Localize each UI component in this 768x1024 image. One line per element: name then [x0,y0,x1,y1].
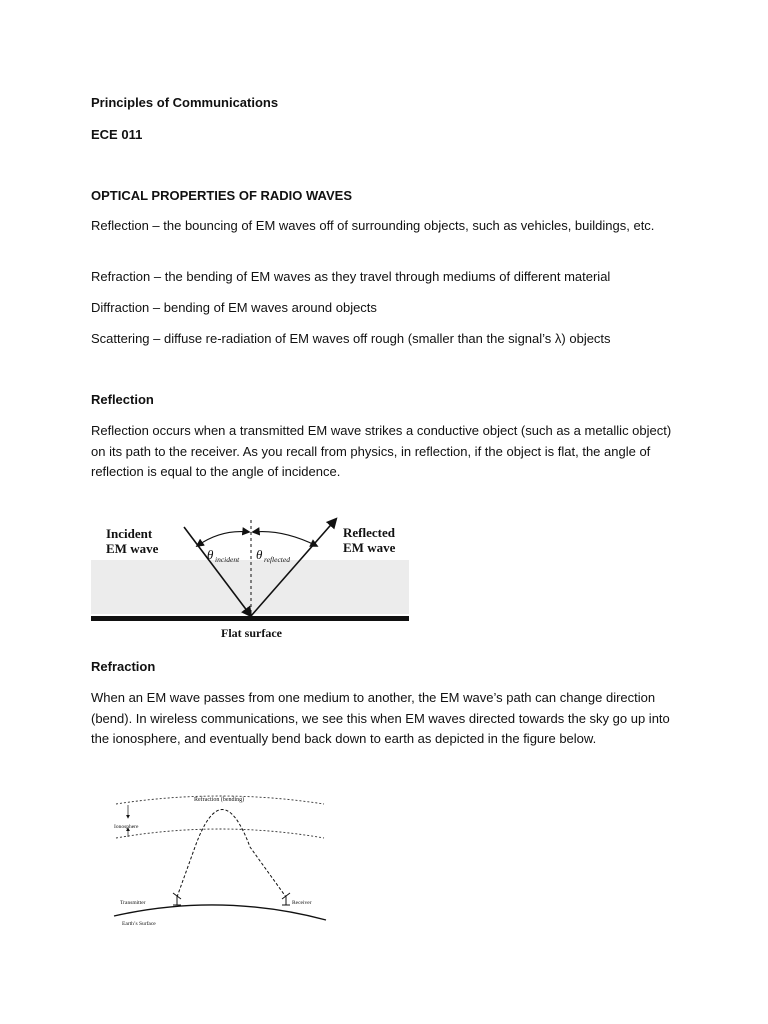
reflected-label-line2: EM wave [343,540,396,555]
flat-surface [91,616,409,621]
incident-label-line2: EM wave [106,541,159,556]
receiver-icon [282,893,290,905]
definition-reflection: Reflection – the bouncing of EM waves off of surrounding objects, such as vehicles, buildings, etc. [91,218,655,233]
section-heading: OPTICAL PROPERTIES OF RADIO WAVES [91,188,352,203]
flat-surface-label: Flat surface [221,626,282,640]
theta-reflected-subscript: reflected [264,555,290,564]
incident-label-line1: Incident [106,526,153,541]
course-code: ECE 011 [91,127,143,142]
reflection-paragraph: Reflection occurs when a transmitted EM wave strikes a conductive object (such as a metallic object) on its path to the receiver. As you recall from physics, in reflection, if the object is flat, the angle of reflection is equal to the angle of incidence. [91,423,672,479]
theta-incident-subscript: incident [215,555,240,564]
incident-angle-arc [197,532,249,546]
earth-surface-line [114,905,326,920]
ionosphere-lower-boundary [116,829,324,838]
transmitter-icon [173,893,181,905]
reflection-heading: Reflection [91,392,154,407]
theta-incident: θ [207,547,214,562]
refraction-bending-label: Refraction (bending) [194,797,245,803]
reflected-label-line1: Reflected [343,525,395,540]
background-band [91,560,409,614]
receiver-label: Receiver [292,900,312,906]
refraction-heading: Refraction [91,659,156,674]
earth-surface-label: Earth’s Surface [122,921,156,927]
reflected-angle-arc [253,532,317,546]
document-title: Principles of Communications [91,95,279,110]
reflection-diagram [91,512,421,642]
transmitter-label: Transmitter [120,900,146,906]
definition-diffraction: Diffraction – bending of EM waves around objects [91,300,377,315]
wave-path [177,810,286,898]
definition-scattering: Scattering – diffuse re-radiation of EM waves off rough (smaller than the signal’s λ) objects [91,331,611,346]
definition-refraction: Refraction – the bending of EM waves as they travel through mediums of different material [91,269,611,284]
ionosphere-label: Ionosphere [114,824,139,830]
refraction-diagram [110,792,330,927]
theta-reflected: θ [256,547,263,562]
refraction-paragraph: When an EM wave passes from one medium to another, the EM wave’s path can change direction (bend). In wireless communications, we see this when EM waves directed towards the sky go up into the ionosphere, and eventually bend back down to earth as depicted in the figure below. [91,690,670,746]
